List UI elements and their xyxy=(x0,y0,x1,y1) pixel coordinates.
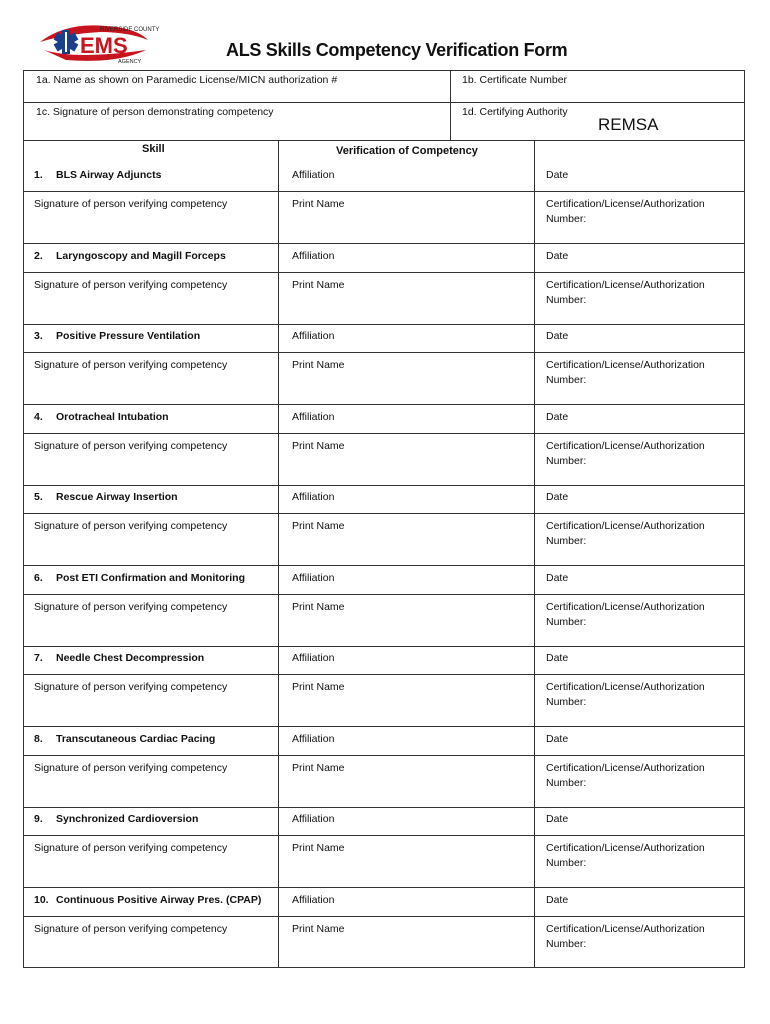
skill-number: 9. xyxy=(34,813,43,825)
skill-label: Laryngoscopy and Magill Forceps xyxy=(56,249,226,262)
affiliation-field[interactable]: Affiliation xyxy=(292,410,335,423)
verifier-signature-field[interactable]: Signature of person verifying competency xyxy=(34,520,228,532)
cert-label-line1: Certification/License/Authorization xyxy=(546,922,705,935)
date-field[interactable]: Date xyxy=(546,813,569,825)
date-field[interactable]: Date xyxy=(546,330,569,342)
certification-number-field[interactable] xyxy=(534,675,744,715)
skill-number: 6. xyxy=(34,571,43,584)
cert-label-line1: Certification/License/Authorization xyxy=(546,278,705,291)
certification-number-field[interactable] xyxy=(534,273,744,313)
verifier-row xyxy=(24,674,744,726)
field-1c-signature[interactable]: 1c. Signature of person demonstrating competency xyxy=(36,106,274,118)
date-field[interactable]: Date xyxy=(546,571,569,584)
column-skill: Skill xyxy=(142,143,165,155)
skill-name xyxy=(24,566,278,591)
affiliation-field[interactable]: Affiliation xyxy=(292,652,335,664)
print-name-field[interactable]: Print Name xyxy=(292,520,345,532)
cert-label-line2: Number: xyxy=(546,615,587,628)
print-name-field[interactable]: Print Name xyxy=(292,922,345,935)
cert-label-line2: Number: xyxy=(546,776,587,789)
verifier-row xyxy=(24,433,744,485)
affiliation-field[interactable]: Affiliation xyxy=(292,813,335,825)
skill-name xyxy=(24,727,278,752)
cert-label-line1: Certification/License/Authorization xyxy=(546,842,705,854)
skill-number: 8. xyxy=(34,732,43,745)
print-name-field[interactable]: Print Name xyxy=(292,600,345,613)
date-field[interactable]: Date xyxy=(546,732,569,745)
date-field[interactable]: Date xyxy=(546,410,569,423)
skill-name xyxy=(24,324,278,349)
affiliation-field[interactable]: Affiliation xyxy=(292,893,335,906)
certification-number-field[interactable] xyxy=(534,917,744,957)
cert-label-line1: Certification/License/Authorization xyxy=(546,359,705,371)
verifier-row xyxy=(24,916,744,968)
skill-label: Transcutaneous Cardiac Pacing xyxy=(56,732,216,745)
skill-name xyxy=(24,485,278,510)
cert-label-line2: Number: xyxy=(546,293,587,306)
certification-number-field[interactable] xyxy=(534,514,744,554)
logo-main-text: EMS xyxy=(80,33,128,58)
affiliation-field[interactable]: Affiliation xyxy=(292,491,335,503)
print-name-field[interactable]: Print Name xyxy=(292,198,345,210)
skill-name xyxy=(24,163,278,188)
cert-label-line2: Number: xyxy=(546,213,587,225)
cert-label-line1: Certification/License/Authorization xyxy=(546,681,705,693)
skill-number: 10. xyxy=(34,893,49,906)
verifier-row xyxy=(24,272,744,324)
date-field[interactable]: Date xyxy=(546,893,569,906)
logo-top-text: RIVERSIDE COUNTY xyxy=(100,27,160,33)
skill-name xyxy=(24,244,278,269)
certification-number-field[interactable] xyxy=(534,434,744,474)
riverside-ems-logo xyxy=(36,20,168,66)
print-name-field[interactable]: Print Name xyxy=(292,278,345,291)
cert-label-line2: Number: xyxy=(546,374,587,386)
print-name-field[interactable]: Print Name xyxy=(292,842,345,854)
print-name-field[interactable]: Print Name xyxy=(292,761,345,774)
print-name-field[interactable]: Print Name xyxy=(292,681,345,693)
date-field[interactable]: Date xyxy=(546,491,569,503)
cert-label-line2: Number: xyxy=(546,696,587,708)
certification-number-field[interactable] xyxy=(534,353,744,393)
affiliation-field[interactable]: Affiliation xyxy=(292,330,335,342)
skill-name xyxy=(24,807,278,832)
skill-name xyxy=(24,888,278,913)
skill-name xyxy=(24,405,278,430)
certification-number-field[interactable] xyxy=(534,836,744,876)
date-field[interactable]: Date xyxy=(546,652,569,664)
skill-label: Synchronized Cardioversion xyxy=(56,813,199,825)
skill-number: 2. xyxy=(34,249,43,262)
skill-label: Orotracheal Intubation xyxy=(56,410,169,423)
verifier-row xyxy=(24,594,744,646)
verifier-row xyxy=(24,513,744,565)
row-1ab xyxy=(24,71,744,103)
verifier-signature-field[interactable]: Signature of person verifying competency xyxy=(34,359,228,371)
cert-label-line1: Certification/License/Authorization xyxy=(546,520,705,532)
verifier-signature-field[interactable]: Signature of person verifying competency xyxy=(34,761,228,774)
verifier-signature-field[interactable]: Signature of person verifying competency xyxy=(34,439,228,452)
verifier-signature-field[interactable]: Signature of person verifying competency xyxy=(34,278,228,291)
date-field[interactable]: Date xyxy=(546,169,569,181)
skill-label: Continuous Positive Airway Pres. (CPAP) xyxy=(56,893,262,906)
verifier-row xyxy=(24,191,744,243)
page-title: ALS Skills Competency Verification Form xyxy=(226,40,568,60)
field-1b-certificate[interactable]: 1b. Certificate Number xyxy=(462,74,568,86)
verifier-signature-field[interactable]: Signature of person verifying competency xyxy=(34,198,228,210)
verifier-signature-field[interactable]: Signature of person verifying competency xyxy=(34,600,228,613)
certification-number-field[interactable] xyxy=(534,756,744,796)
verifier-row xyxy=(24,835,744,887)
skill-number: 4. xyxy=(34,410,43,423)
field-1a-name[interactable]: 1a. Name as shown on Paramedic License/MICN authorization # xyxy=(36,74,338,86)
skill-name xyxy=(24,646,278,671)
cert-label-line1: Certification/License/Authorization xyxy=(546,198,705,210)
skill-number: 3. xyxy=(34,330,43,342)
skill-label: Positive Pressure Ventilation xyxy=(56,330,201,342)
cert-label-line2: Number: xyxy=(546,857,587,869)
skill-label: Needle Chest Decompression xyxy=(56,652,205,664)
print-name-field[interactable]: Print Name xyxy=(292,359,345,371)
certifying-authority-value: REMSA xyxy=(598,115,659,134)
row-1cd xyxy=(24,103,744,141)
cert-label-line1: Certification/License/Authorization xyxy=(546,600,705,613)
cert-label-line1: Certification/License/Authorization xyxy=(546,439,705,452)
field-1d-authority[interactable]: 1d. Certifying Authority xyxy=(462,106,568,118)
skill-label: Post ETI Confirmation and Monitoring xyxy=(56,571,245,584)
cert-label-line2: Number: xyxy=(546,454,587,467)
skill-label: BLS Airway Adjuncts xyxy=(56,169,162,181)
verifier-signature-field[interactable]: Signature of person verifying competency xyxy=(34,842,228,854)
skill-number: 7. xyxy=(34,652,43,664)
verifier-row xyxy=(24,755,744,807)
verifier-signature-field[interactable]: Signature of person verifying competency xyxy=(34,681,228,693)
logo-bottom-text: AGENCY xyxy=(118,59,142,65)
skill-number: 1. xyxy=(34,169,43,181)
skill-label: Rescue Airway Insertion xyxy=(56,491,178,503)
affiliation-field[interactable]: Affiliation xyxy=(292,732,335,745)
affiliation-field[interactable]: Affiliation xyxy=(292,249,335,262)
affiliation-field[interactable]: Affiliation xyxy=(292,169,335,181)
certification-number-field[interactable] xyxy=(534,192,744,232)
column-verification: Verification of Competency xyxy=(336,145,478,157)
verifier-row xyxy=(24,352,744,404)
verifier-signature-field[interactable]: Signature of person verifying competency xyxy=(34,922,228,935)
cert-label-line1: Certification/License/Authorization xyxy=(546,761,705,774)
skill-number: 5. xyxy=(34,491,43,503)
competency-form xyxy=(23,70,745,968)
cert-label-line2: Number: xyxy=(546,937,587,950)
date-field[interactable]: Date xyxy=(546,249,569,262)
cert-label-line2: Number: xyxy=(546,535,587,547)
certification-number-field[interactable] xyxy=(534,595,744,635)
print-name-field[interactable]: Print Name xyxy=(292,439,345,452)
affiliation-field[interactable]: Affiliation xyxy=(292,571,335,584)
